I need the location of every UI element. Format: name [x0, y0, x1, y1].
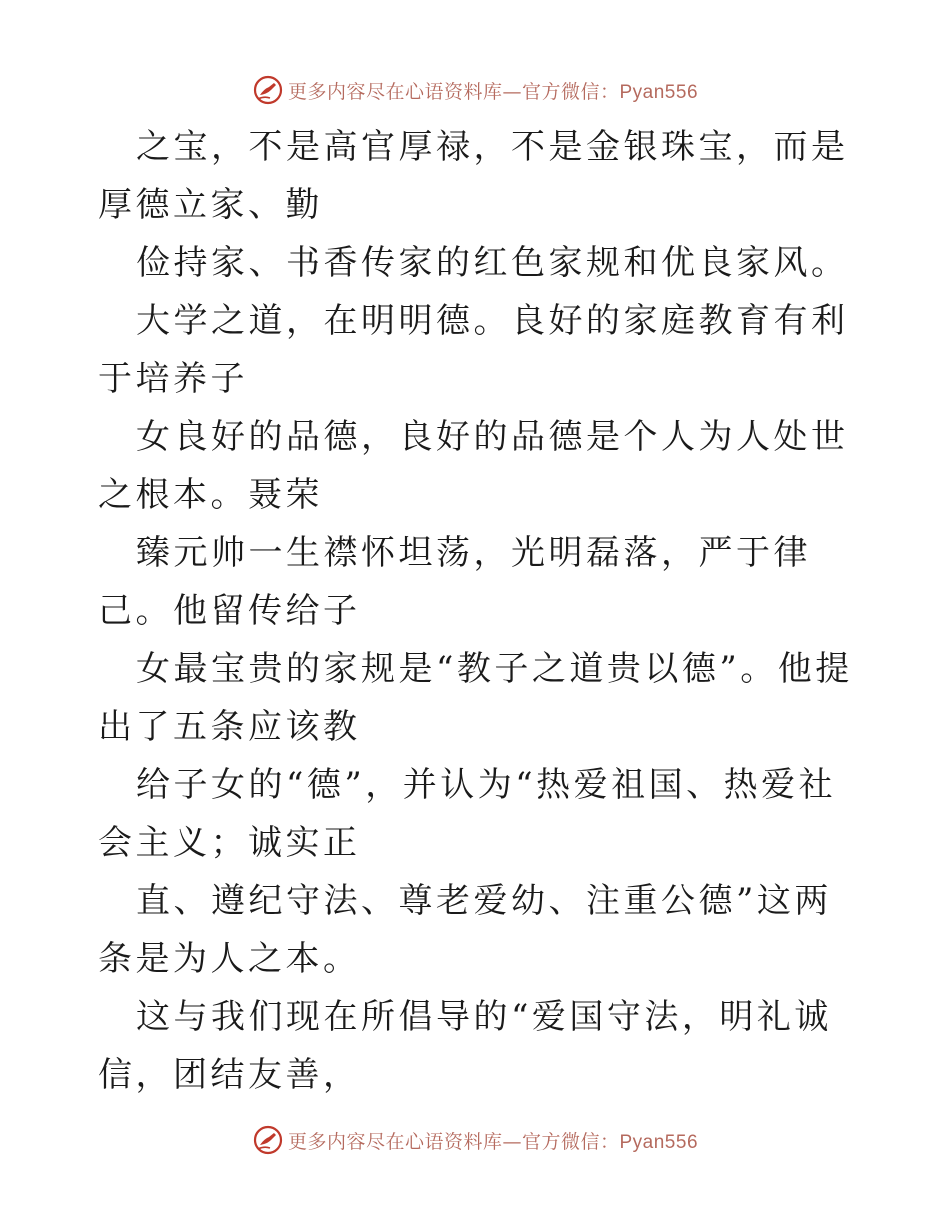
paragraph: 之宝，不是高官厚禄，不是金银珠宝，而是厚德立家、勤	[98, 127, 849, 225]
paragraph: 臻元帅一生襟怀坦荡，光明磊落，严于律己。他留传给子	[98, 533, 811, 631]
paragraph: 直、遵纪守法、尊老爱幼、注重公德”这两条是为人之本。	[98, 881, 832, 979]
paragraph: 女良好的品德，良好的品德是个人为人处世之根本。聂荣	[98, 417, 849, 515]
footer-wechat-id: Pyan556	[619, 1131, 699, 1153]
header-banner-text: 更多内容尽在心语资料库—官方微信：Pyan556	[287, 80, 699, 103]
header-wechat-id: Pyan556	[619, 81, 699, 103]
paragraph: 这与我们现在所倡导的“爱国守法，明礼诚信，团结友善，	[98, 997, 832, 1095]
header-banner	[0, 70, 950, 110]
book-pen-logo-icon	[252, 74, 284, 106]
paragraph: 大学之道，在明明德。良好的家庭教育有利于培养子	[98, 301, 849, 399]
footer-banner-text: 更多内容尽在心语资料库—官方微信：Pyan556	[287, 1130, 699, 1153]
paragraph: 俭持家、书香传家的红色家规和优良家风。	[136, 243, 849, 283]
paragraph: 女最宝贵的家规是“教子之道贵以德”。他提出了五条应该教	[98, 649, 853, 747]
document-body	[98, 118, 858, 1104]
book-pen-logo-icon	[252, 1124, 284, 1156]
paragraph: 给子女的“德”，并认为“热爱祖国、热爱社会主义；诚实正	[98, 765, 837, 863]
footer-banner	[0, 1120, 950, 1160]
